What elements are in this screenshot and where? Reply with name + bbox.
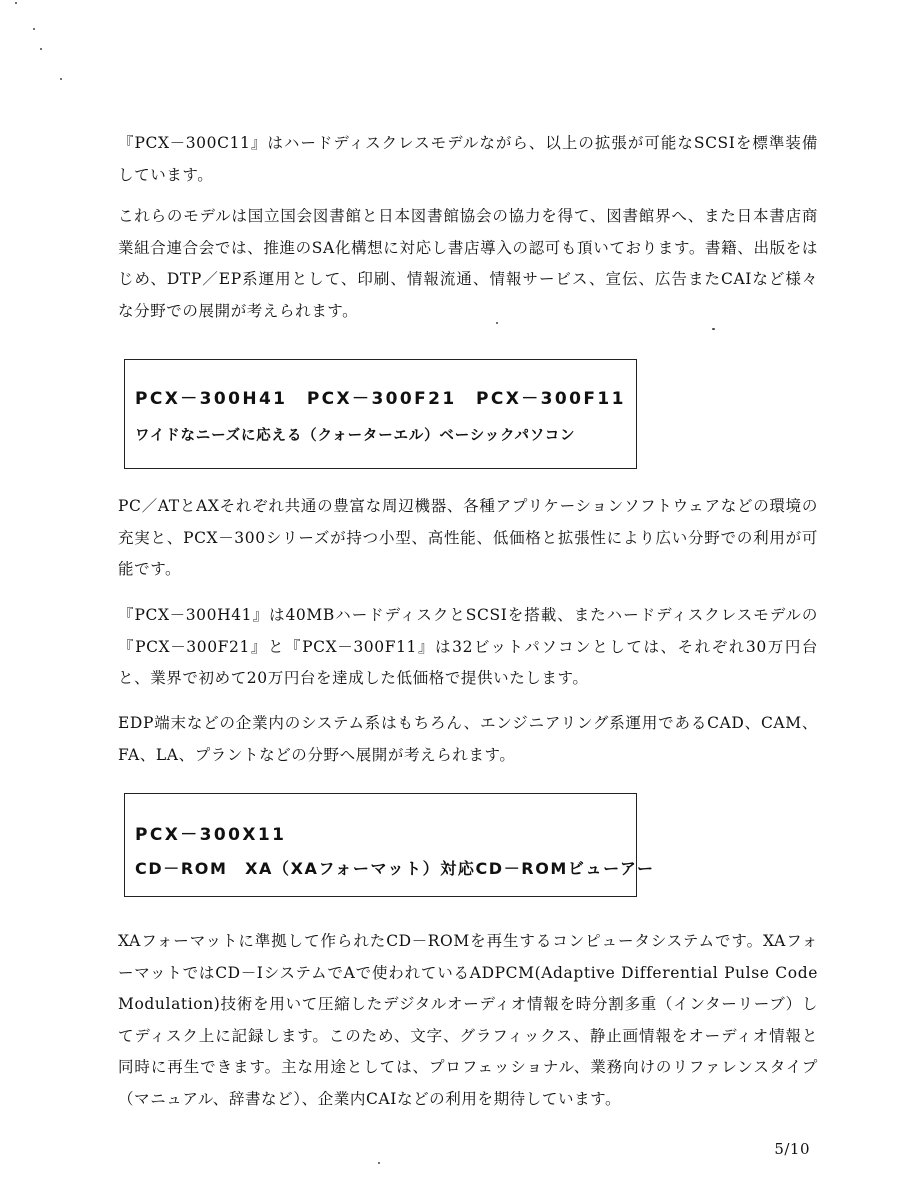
- scan-speck: [60, 78, 62, 80]
- paragraph-applications: EDP端末などの企業内のシステム系はもちろん、エンジニアリング系運用であるCAD、CAM、FA、LA、プラントなどの分野へ展開が考えられます。: [118, 714, 818, 764]
- paragraph-pricing: 『PCX－300H41』は40MBハードディスクとSCSIを搭載、またハードディスクレスモデルの『PCX－300F21』と『PCX－300F11』は32ビットパソコンとしては、それぞれ30万円台と、業界で初めて20万円台を達成した低価格で提供いたします。: [118, 606, 818, 687]
- scan-speck: [712, 328, 715, 330]
- paragraph-peripherals: PC／ATとAXそれぞれ共通の豊富な周辺機器、各種アプリケーションソフトウェアなどの環境の充実と、PCX－300シリーズが持つ小型、高性能、低価格と拡張性により広い分野での利用が可能です。: [118, 497, 818, 578]
- scan-speck: [33, 28, 35, 30]
- product-box-tagline: ワイドなニーズに応える（クォーターエル）ベーシックパソコン: [135, 428, 576, 444]
- product-box-basic-pcs: [124, 359, 637, 469]
- scan-speck: [15, 2, 17, 4]
- page-number: 5/10: [774, 1140, 810, 1158]
- product-box-models: PCX－300H41 PCX－300F21 PCX－300F11: [135, 389, 626, 409]
- paragraph-library-deployment: これらのモデルは国立国会図書館と日本図書館協会の協力を得て、図書館界へ、また日本書店商業組合連合会では、推進のSA化構想に対応し書店導入の認可も頂いております。書籍、出版をはじめ、DTP／EP系運用として、印刷、情報流通、情報サービス、宣伝、広告またCAIなど様々な分野での展開が考えられます。: [118, 207, 818, 320]
- product-box-models: PCX－300X11: [135, 825, 287, 845]
- scan-speck: [40, 48, 42, 50]
- product-box-tagline: CD－ROM XA（XAフォーマット）対応CD－ROMビューアー: [135, 859, 655, 878]
- paragraph-xa-format: XAフォーマットに準拠して作られたCD－ROMを再生するコンピュータシステムです。XAフォーマットではCD－IシステムでAで使われているADPCM(Adaptive Differential Pulse Code Modulation)技術を用いて圧縮したデジタルオーディオ情報を時分割多重（インターリーブ）してディスク上に記録します。このため、文字、グラフィックス、静止画情報をオーディオ情報と同時に再生できます。主な用途としては、プロフェッショナル、業務向けのリファレンスタイプ（マニュアル、辞書など）、企業内CAIなどの利用を期待しています。: [118, 932, 818, 1108]
- scan-speck: [378, 1162, 380, 1164]
- product-box-cdrom-viewer: [124, 793, 655, 897]
- paragraph-scsi-standard: 『PCX－300C11』はハードディスクレスモデルながら、以上の拡張が可能なSCSIを標準装備しています。: [118, 134, 818, 184]
- scan-speck: [496, 322, 498, 324]
